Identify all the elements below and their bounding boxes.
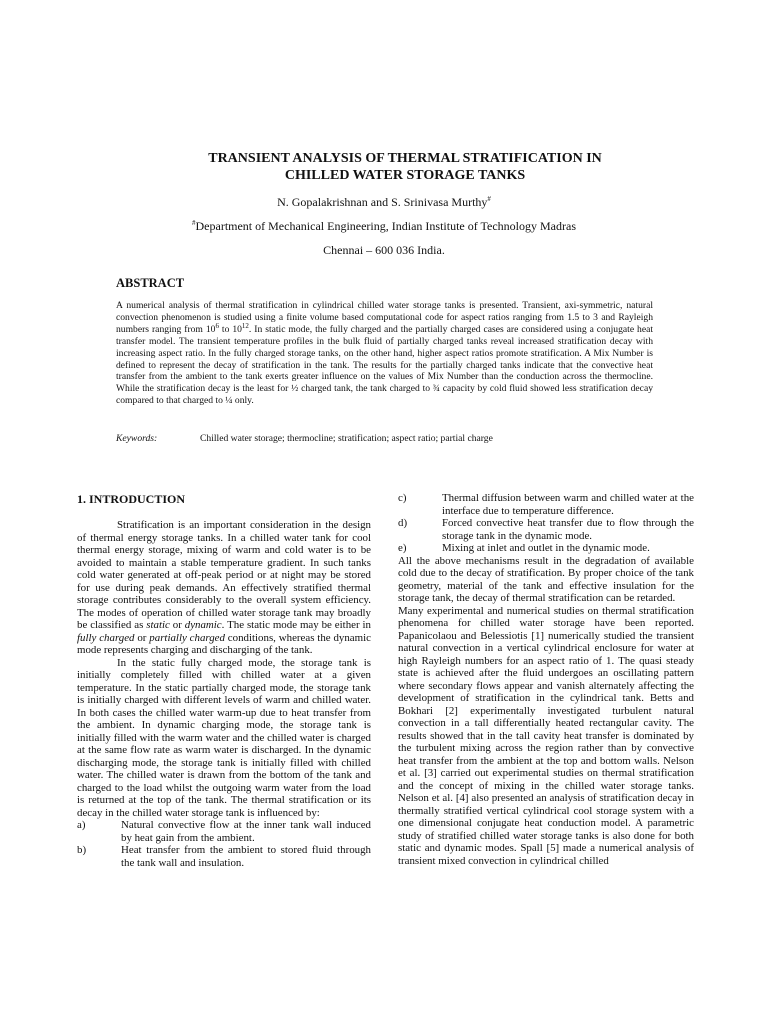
intro-paragraph-2: In the static fully charged mode, the storage tank is initially completely filled with chilled water at a given temperature. In the static partially charged mode, the storage tank is initially charged with different levels of warm and chilled water. In both cases the chilled water warm-up due to heat transfer from the ambient. In dynamic charging mode, the storage tank is initially filled with the warm water and the chilled water is charged at the same flow rate as warm water is discharged. In the dynamic discharging mode, the storage tank is initially filled with chilled water. The chilled water is drawn from the bottom of the tank and charged to the load whilst the outgoing warm water from the load is returned at the top of the tank. The thermal stratification or its decay in the chilled water storage tank is influenced by: — [77, 656, 371, 819]
section-heading-introduction: 1. INTRODUCTION — [77, 492, 186, 506]
left-column — [77, 519, 371, 869]
text-run: Stratification is an important consideration in the design of thermal energy storage tanks. In a chilled water tank for cool thermal energy storage, mixing of warm and cold water is to be avoided to maintain a stable temperature gradient. In such tanks cold water generated at off-peak period or at night may be stored for use during peak demands. An effectively stratified thermal storage contributes considerably to the overall system efficiency. The modes of operation of chilled water storage tank may broadly be classified as — [77, 519, 371, 631]
city-line: Chennai – 600 036 India. — [323, 243, 445, 257]
text-run: or — [169, 619, 185, 631]
list-item — [77, 819, 371, 844]
title-line-1: TRANSIENT ANALYSIS OF THERMAL STRATIFICATION IN — [208, 151, 602, 166]
list-marker: c) — [398, 492, 407, 504]
rayleigh-exp-high: 12 — [241, 321, 249, 330]
affiliation-line — [0, 219, 768, 234]
title-line-2: CHILLED WATER STORAGE TANKS — [284, 168, 526, 183]
term-dynamic: dynamic — [184, 619, 222, 631]
list-item — [398, 542, 694, 555]
list-marker: b) — [77, 844, 87, 856]
affiliation-mark: # — [192, 219, 196, 227]
author-mark: # — [487, 195, 491, 203]
list-marker: e) — [398, 542, 407, 554]
abstract-part-2: to 10 — [218, 323, 242, 335]
affiliation: Department of Mechanical Engineering, Indian Institute of Technology Madras — [195, 219, 576, 233]
author-line — [0, 195, 768, 210]
list-marker: a) — [77, 819, 86, 831]
text-run: or — [134, 631, 150, 644]
intro-paragraph-1 — [77, 519, 371, 657]
abstract-heading: ABSTRACT — [116, 276, 185, 290]
list-text: Heat transfer from the ambient to stored fluid through the tank wall and insulation. — [121, 844, 371, 869]
text-run: conditions, whereas the dynamic mode represents charging and discharging of the tank. — [77, 631, 371, 656]
intro-paragraph-3: All the above mechanisms result in the degradation of available cold due to the decay of stratification. By proper choice of the tank geometry, material of the tank and effective insulation for the storage tank, the decay of thermal stratification can be retarded. — [398, 554, 694, 604]
list-item — [398, 517, 694, 542]
keywords-label: Keywords: — [116, 433, 158, 444]
keywords: Chilled water storage; thermocline; stratification; aspect ratio; partial charge — [200, 433, 493, 444]
term-fully-charged: fully charged — [77, 631, 135, 644]
paper-title — [100, 150, 710, 184]
list-item — [398, 492, 694, 517]
list-text: Natural convective flow at the inner tank wall induced by heat gain from the ambient. — [121, 819, 371, 844]
list-marker: d) — [398, 517, 408, 529]
list-text: Mixing at inlet and outlet in the dynamic mode. — [442, 542, 650, 554]
rayleigh-exp-low: 6 — [215, 321, 219, 330]
list-text: Forced convective heat transfer due to flow through the storage tank in the dynamic mode. — [442, 517, 694, 542]
abstract-part-3: . In static mode, the fully charged and the partially charged cases are considered using a conjugate heat transfer model. The transient temperature profiles in the bulk fluid of partially charged tanks reveal increased stratification decay with increasing aspect ratio. In the fully charged storage tanks, on the other hand, higher aspect ratios promote stratification. A Mix Number is defined to represent the decay of stratification in the tank. The results for the partially charged tanks indicate that the convective heat transfer from the ambient to the tank exerts greater influence on the values of Mix Number than the conduction across the thermocline. While the stratification decay is the least for ½ charged tank, the tank charged to ¾ capacity by cold fluid showed less stratification decay compared to that charged to ¼ only. — [116, 323, 654, 407]
keywords-line — [116, 433, 676, 444]
term-static: static — [146, 619, 170, 631]
intro-paragraph-4: Many experimental and numerical studies on thermal stratification phenomena for chilled water storage have been reported. Papanicolaou and Belessiotis [1] numerically studied the transient natural convection in a vertical cylindrical enclosure for water at high Rayleigh numbers for an aspect ratio of 1. The quasi steady state is achieved after the fluid undergoes an oscillating pattern where secondary flows appear and vanish alternately affecting the development of stratification in the cylindrical tank. Betts and Bokhari [2] experimentally investigated turbulent natural convection in a tall differentially heated rectangular cavity. The results showed that in the tall cavity heat transfer is dominated by the turbulent mixing across the region rather than by convective heat transfer from the ambient at the top and bottom walls. Nelson et al. [3] carried out experimental studies on thermal stratification and the concept of mixing in the chilled water storage tanks. Nelson et al. [4] also presented an analysis of stratification decay in thermally stratified vertical cylindrical cool storage system with a one dimensional conjugate heat conduction model. A parametric study of stratified chilled water storage tanks is also done for both static and dynamic modes. Spall [5] made a numerical analysis of transient mixed convection in cylindrical chilled — [398, 604, 694, 867]
term-partially-charged: partially charged — [149, 631, 225, 644]
abstract-part-1: A numerical analysis of thermal stratification in cylindrical chilled water storage tanks is presented. Transient, axi-symmetric, natural convection phenomenon is studied using a finite volume based computational code for aspect ratios ranging from 1.5 to 3 and Rayleigh numbers ranging from 10 — [116, 300, 653, 335]
authors: N. Gopalakrishnan and S. Srinivasa Murthy — [277, 195, 488, 209]
list-item — [77, 844, 371, 869]
list-text: Thermal diffusion between warm and chilled water at the interface due to temperature difference. — [442, 492, 694, 517]
abstract-text — [116, 300, 653, 407]
text-run: . The static mode may be either in — [221, 619, 371, 631]
right-column — [398, 492, 694, 867]
